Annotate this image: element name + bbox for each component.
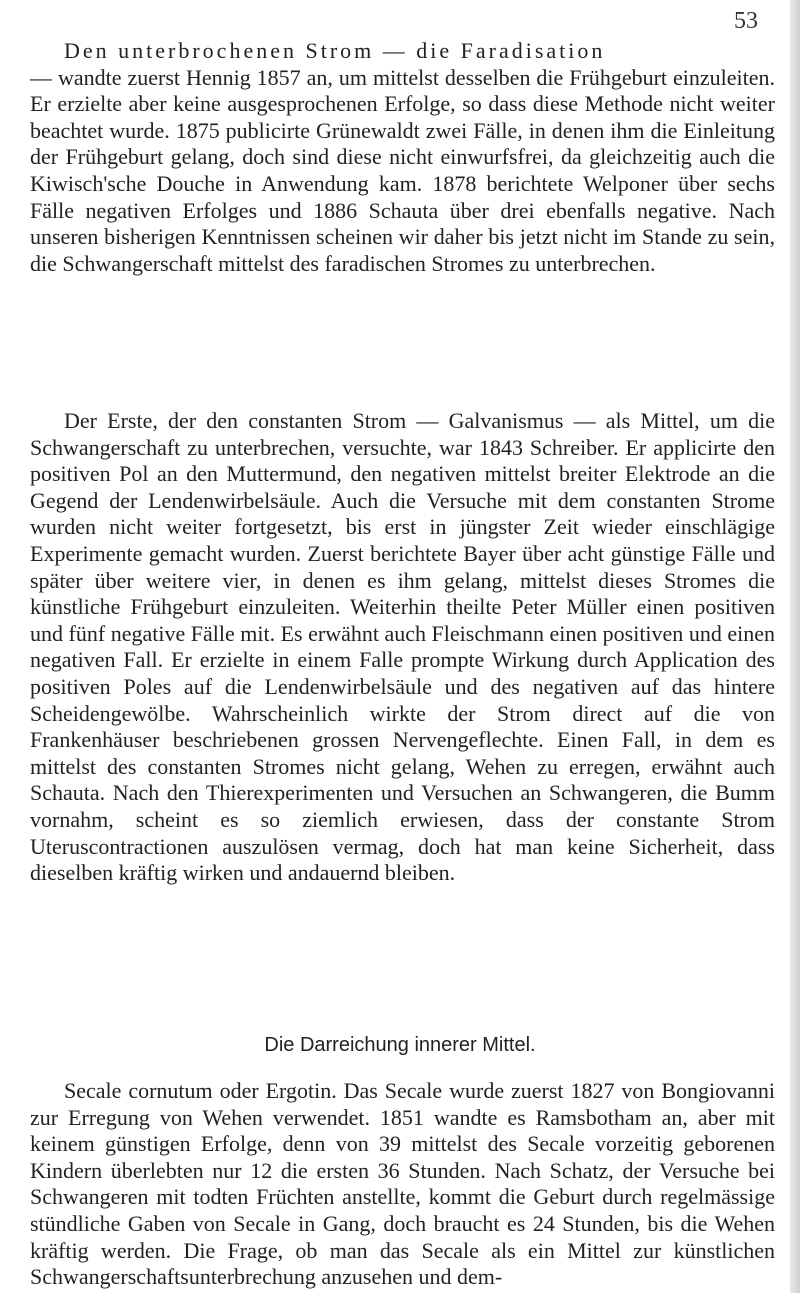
paragraph-lead: Den unterbrochenen Strom — die Faradisation xyxy=(64,38,606,63)
paragraph-text: Secale cornutum oder Ergotin. Das Secale wurde zuerst 1827 von Bongiovanni zur Erregung von Wehen verwendet. 1851 wandte es Ramsbotham an, aber mit keinem günstigen Erfolge, denn von 39 mittelst des Secale vorzeitig geborenen Kindern überlebten nur 12 die ersten 36 Stunden. Nach Schatz, der Versuche bei Schwangeren mit todten Früchten anstellte, kommt die Geburt durch regelmässige stündliche Gaben von Secale in Gang, doch braucht es 24 Stunden, bis die Wehen kräftig werden. Die Frage, ob man das Secale als ein Mittel zur künstlichen Schwangerschaftsunterbrechung anzusehen und dem- xyxy=(30,1078,775,1290)
paragraph-galvanismus xyxy=(30,408,775,887)
paragraph-faradisation xyxy=(30,38,775,277)
paragraph-body: — wandte zuerst Hennig 1857 an, um mittelst desselben die Frühgeburt einzuleiten. Er erzielte aber keine ausgesprochenen Erfolge, so dass diese Methode nicht weiter beachtet wurde. 1875 publicirte Grünewaldt zwei Fälle, in denen ihm die Einleitung der Frühgeburt gelang, doch sind diese nicht einwurfsfrei, da gleichzeitig auch die Kiwisch'sche Douche in Anwendung kam. 1878 berichtete Welponer über sechs Fälle negativen Erfolges und 1886 Schauta über drei ebenfalls negative. Nach unseren bisherigen Kenntnissen scheinen wir daher bis jetzt nicht im Stande zu sein, die Schwangerschaft mittelst des faradischen Stromes zu unterbrechen. xyxy=(30,64,775,276)
paragraph-text: Der Erste, der den constanten Strom — Galvanismus — als Mittel, um die Schwangerschaft zu unterbrechen, versuchte, war 1843 Schreiber. Er applicirte den positiven Pol an den Muttermund, den negativen mittelst breiter Elektrode an die Gegend der Lendenwirbelsäule. Auch die Versuche mit dem constanten Strome wurden nicht weiter fortgesetzt, bis erst in jüngster Zeit wieder einschlägige Experimente gemacht wurden. Zuerst berichtete Bayer über acht günstige Fälle und später über weitere vier, in denen es ihm gelang, mittelst dieses Stromes die künstliche Frühgeburt einzuleiten. Weiterhin theilte Peter Müller einen positiven und fünf negative Fälle mit. Es erwähnt auch Fleischmann einen positiven und einen negativen Fall. Er erzielte in einem Falle prompte Wirkung durch Application des positiven Poles auf die Lendenwirbelsäule und des negativen auf das hintere Scheidengewölbe. Wahrscheinlich wirkte der Strom direct auf die von Frankenhäuser beschriebenen grossen Nervengeflechte. Einen Fall, in dem es mittelst des constanten Stromes nicht gelang, Wehen zu erregen, erwähnt auch Schauta. Nach den Thierexperimenten und Versuchen an Schwangeren, die Bumm vornahm, scheint es so ziemlich erwiesen, dass der constante Strom Uteruscontractionen auszulösen vermag, doch hat man keine Sicherheit, dass dieselben kräftig wirken und andauernd bleiben. xyxy=(30,408,775,886)
page-edge-shadow xyxy=(790,0,800,1293)
section-heading: Die Darreichung innerer Mittel. xyxy=(264,1034,536,1056)
paragraph-secale xyxy=(30,1078,775,1291)
page-number: 53 xyxy=(734,8,758,34)
